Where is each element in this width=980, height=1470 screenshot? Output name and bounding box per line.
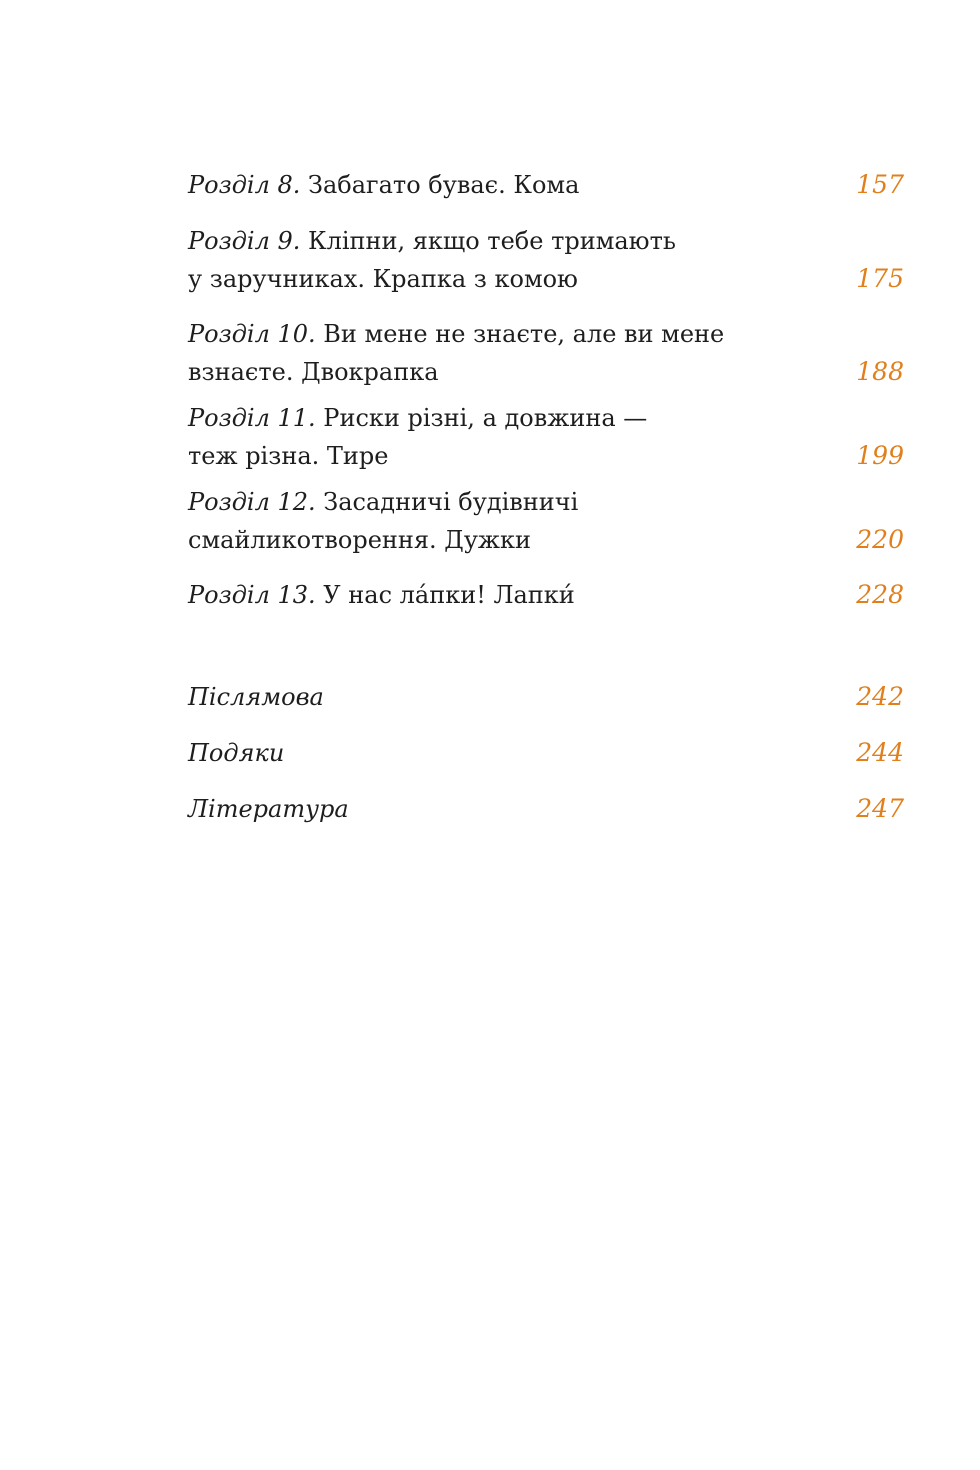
- chapter-title: Кліпни, якщо тебе тримають: [308, 227, 676, 255]
- chapter-title: Ви мене не знаєте, але ви мене: [323, 320, 725, 348]
- section-title: Подяки: [188, 739, 285, 767]
- chapter-title-continued: у заручниках. Крапка з комою: [188, 265, 578, 293]
- section-title: Післямова: [188, 683, 324, 711]
- entry-line: [188, 319, 724, 349]
- page-number: 244: [856, 738, 904, 767]
- entry-line: [188, 403, 647, 433]
- chapter-label: Розділ 9.: [188, 227, 301, 255]
- chapter-title-continued: взнаєте. Двокрапка: [188, 358, 439, 386]
- toc-entry-chapter-9[interactable]: [188, 226, 904, 298]
- chapter-title: У нас ла́пки! Лапки́: [323, 581, 575, 609]
- chapter-label: Розділ 13.: [188, 581, 316, 609]
- chapter-title: Забагато буває. Кома: [308, 171, 580, 199]
- toc-entry-afterword[interactable]: [188, 682, 904, 716]
- chapter-label: Розділ 12.: [188, 488, 316, 516]
- entry-line: [188, 170, 579, 200]
- toc-entry-bibliography[interactable]: [188, 794, 904, 828]
- chapter-title: Риски різні, а довжина —: [323, 404, 648, 432]
- section-title: Література: [188, 795, 349, 823]
- page-number: 228: [856, 580, 904, 609]
- page-number: 175: [856, 264, 904, 293]
- page-number: 247: [856, 794, 904, 823]
- toc-entry-chapter-11[interactable]: [188, 403, 904, 475]
- page-number: 188: [856, 357, 904, 386]
- chapter-title: Засадничі будівничі: [323, 488, 579, 516]
- toc-entry-chapter-10[interactable]: [188, 319, 904, 391]
- page-number: 157: [856, 170, 904, 199]
- chapter-label: Розділ 8.: [188, 171, 301, 199]
- toc-entry-chapter-8[interactable]: [188, 170, 904, 204]
- chapter-title-continued: теж різна. Тире: [188, 442, 389, 470]
- toc-entry-chapter-12[interactable]: [188, 487, 904, 559]
- chapter-label: Розділ 11.: [188, 404, 316, 432]
- entry-line: [188, 580, 575, 610]
- toc-entry-chapter-13[interactable]: [188, 580, 904, 614]
- page-number: 199: [856, 441, 904, 470]
- page-number: 242: [856, 682, 904, 711]
- page-number: 220: [856, 525, 904, 554]
- entry-line: [188, 487, 578, 517]
- chapter-title-continued: смайликотворення. Дужки: [188, 526, 532, 554]
- chapter-label: Розділ 10.: [188, 320, 316, 348]
- entry-line: [188, 226, 676, 256]
- toc-entry-acknowledgements[interactable]: [188, 738, 904, 772]
